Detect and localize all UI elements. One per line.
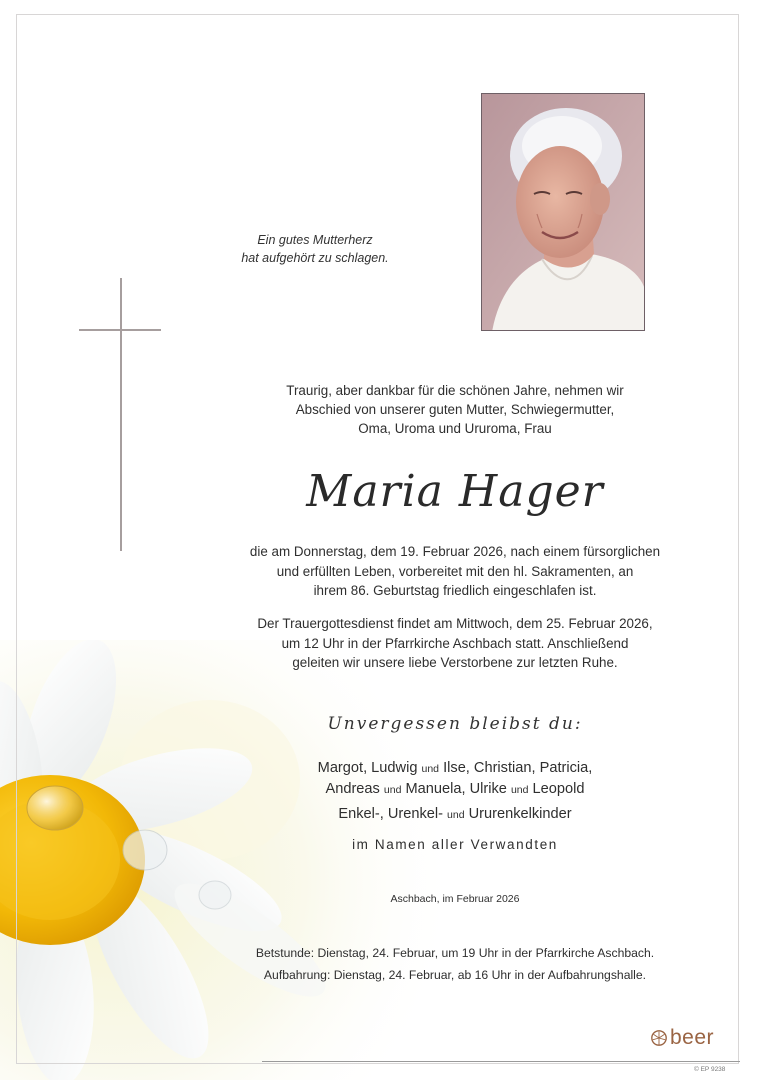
events-info: [215, 942, 695, 986]
bottom-rule: [262, 1061, 740, 1062]
family-name-group: Leopold: [532, 781, 585, 797]
funeral-service-notice: [215, 614, 695, 673]
beer-logo: [650, 1025, 714, 1051]
deceased-name: Maria Hager: [306, 466, 604, 517]
memorial-quote: [200, 231, 430, 267]
funeral-line-3: geleiten wir unsere liebe Verstorbene zur letzten Ruhe.: [292, 655, 618, 670]
family-name-group: Enkel-, Urenkel-: [338, 806, 443, 822]
cross-horizontal-bar: [79, 329, 161, 331]
laying-out-info: Aufbahrung: Dienstag, 24. Februar, ab 16 Uhr in der Aufbahrungshalle.: [263, 968, 647, 982]
quote-line-1: Ein gutes Mutterherz: [257, 233, 373, 247]
death-notice-line-3: ihrem 86. Geburtstag friedlich eingeschlafen ist.: [313, 583, 597, 598]
relatives-note: im Namen aller Verwandten: [352, 837, 558, 852]
connector-and: und: [383, 784, 402, 796]
funeral-line-1: Der Trauergottesdienst findet am Mittwoch, dem 25. Februar 2026,: [257, 616, 653, 631]
place-date: Aschbach, im Februar 2026: [390, 893, 520, 905]
logo-text: beer: [670, 1026, 715, 1049]
prayer-hour-info: Betstunde: Dienstag, 24. Februar, um 19 Uhr in der Pfarrkirche Aschbach.: [255, 946, 655, 960]
connector-and: und: [421, 763, 440, 775]
death-notice-line-2: und erfüllten Leben, vorbereitet mit den hl. Sakramenten, an: [276, 563, 634, 579]
portrait-image: [482, 94, 645, 331]
footer-code: © EP 9238: [694, 1066, 726, 1073]
funeral-line-2: um 12 Uhr in der Pfarrkirche Aschbach statt. Anschließend: [281, 635, 629, 651]
cross-vertical-bar: [120, 278, 122, 551]
family-line-2: [240, 779, 670, 800]
family-name-group: Manuela, Ulrike: [405, 781, 507, 797]
portrait-photo: [481, 93, 645, 331]
family-name-group: Ururenkelkinder: [468, 806, 572, 822]
family-name-group: Andreas: [325, 781, 380, 797]
quote-line-2: hat aufgehört zu schlagen.: [241, 251, 389, 265]
family-name-group: Margot, Ludwig: [317, 760, 418, 776]
connector-and: und: [447, 809, 465, 821]
intro-line-3: Oma, Uroma und Ururoma, Frau: [358, 421, 552, 436]
death-notice: [215, 542, 695, 601]
connector-and: und: [510, 784, 529, 796]
family-names: [240, 758, 670, 800]
intro-line-1: Traurig, aber dankbar für die schönen Jahre, nehmen wir: [286, 383, 624, 398]
intro-text: [220, 381, 690, 438]
family-line-3: [240, 804, 670, 825]
unforgotten-heading: Unvergessen bleibst du:: [327, 714, 583, 734]
intro-line-2: Abschied von unserer guten Mutter, Schwiegermutter,: [295, 402, 615, 417]
family-line-1: [240, 758, 670, 779]
dandelion-icon: [650, 1029, 668, 1047]
family-name-group: Ilse, Christian, Patricia,: [443, 760, 593, 776]
death-notice-line-1: die am Donnerstag, dem 19. Februar 2026, nach einem fürsorglichen: [249, 544, 661, 559]
